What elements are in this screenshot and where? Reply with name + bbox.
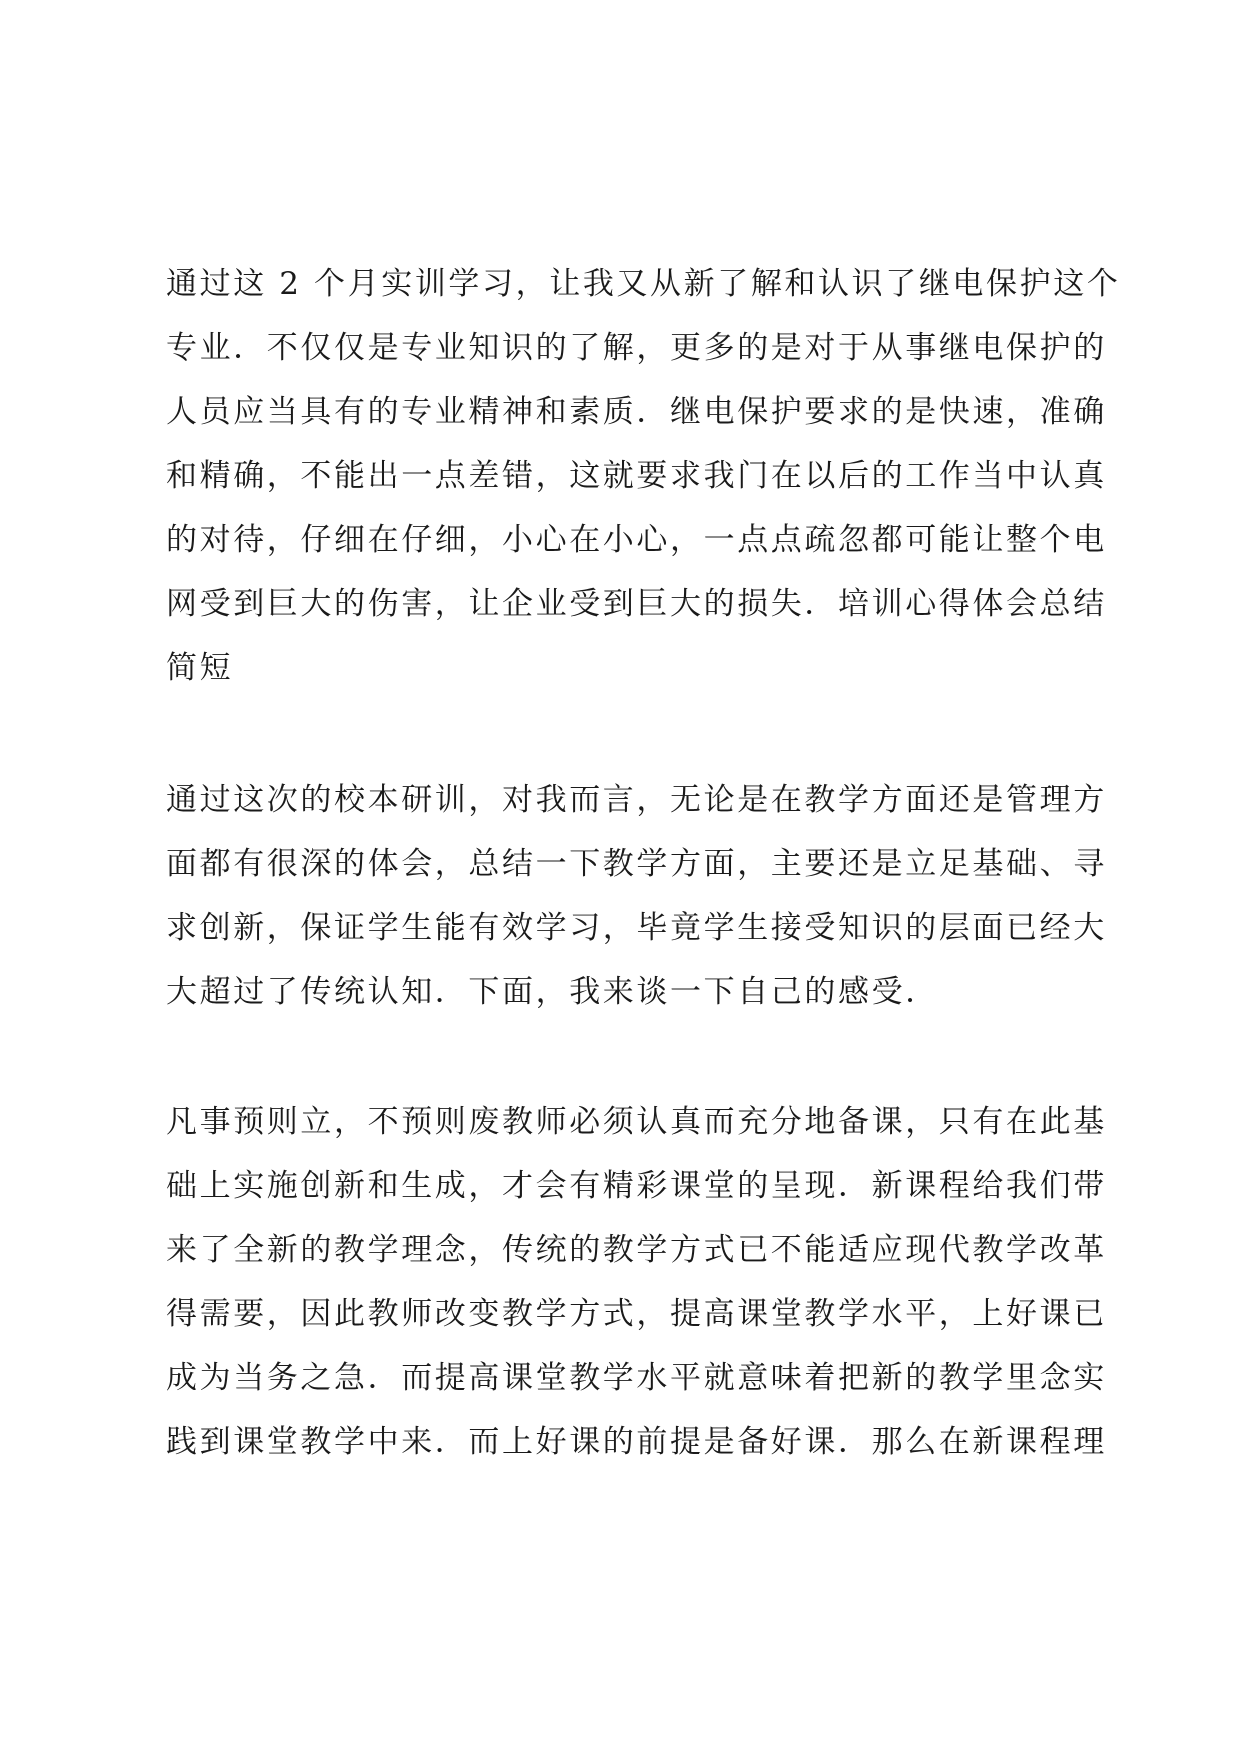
text-line: 通过这 2 个月实训学习，让我又从新了解和认识了继电保护这个 [166, 266, 1121, 302]
text-line: 凡事预则立，不预则废教师必须认真而充分地备课，只有在此基 [166, 1104, 1107, 1140]
paragraph-relay-protection-training [166, 252, 1121, 700]
text-line: 简短 [166, 650, 234, 686]
paragraph-lesson-preparation [166, 1090, 1107, 1474]
text-line: 础上实施创新和生成，才会有精彩课堂的呈现．新课程给我们带 [166, 1168, 1107, 1204]
text-line: 来了全新的教学理念，传统的教学方式已不能适应现代教学改革 [166, 1232, 1107, 1268]
text-line: 大超过了传统认知．下面，我来谈一下自己的感受． [166, 974, 939, 1010]
text-line: 面都有很深的体会，总结一下教学方面，主要还是立足基础、寻 [166, 846, 1107, 882]
text-line: 成为当务之急．而提高课堂教学水平就意味着把新的教学里念实 [166, 1360, 1107, 1396]
text-line: 通过这次的校本研训，对我而言，无论是在教学方面还是管理方 [166, 782, 1107, 818]
text-line: 践到课堂教学中来．而上好课的前提是备好课．那么在新课程理 [166, 1424, 1107, 1460]
text-line: 网受到巨大的伤害，让企业受到巨大的损失．培训心得体会总结 [166, 586, 1107, 622]
paragraph-school-based-training [166, 768, 1107, 1024]
text-line: 人员应当具有的专业精神和素质．继电保护要求的是快速，准确 [166, 394, 1107, 430]
text-line: 专业．不仅仅是专业知识的了解，更多的是对于从事继电保护的 [166, 330, 1107, 366]
text-line: 和精确，不能出一点差错，这就要求我门在以后的工作当中认真 [166, 458, 1107, 494]
text-line: 求创新，保证学生能有效学习，毕竟学生接受知识的层面已经大 [166, 910, 1107, 946]
text-line: 的对待，仔细在仔细，小心在小心，一点点疏忽都可能让整个电 [166, 522, 1107, 558]
text-line: 得需要，因此教师改变教学方式，提高课堂教学水平，上好课已 [166, 1296, 1107, 1332]
